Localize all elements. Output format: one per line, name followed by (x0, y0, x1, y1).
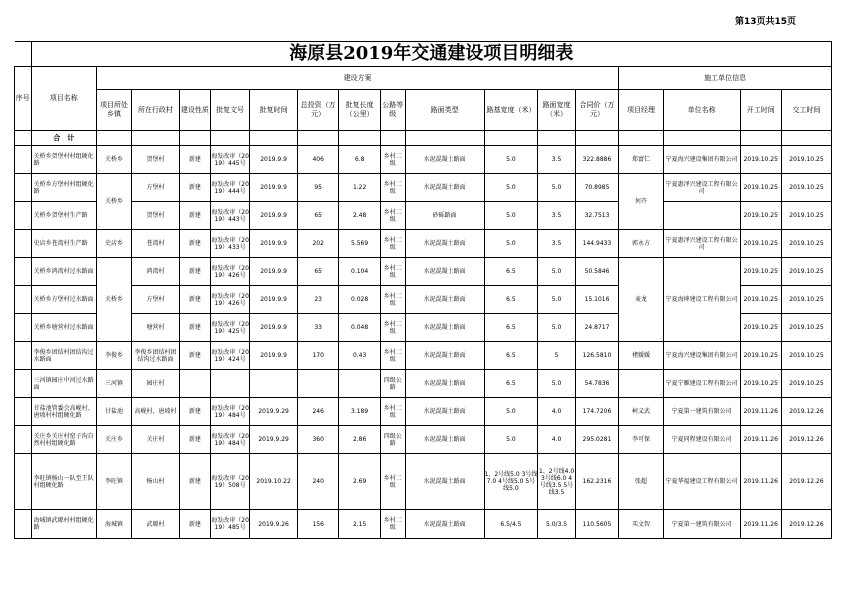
roadbed-width: 6.5 (484, 370, 538, 398)
cell (132, 131, 180, 146)
approval-time (250, 370, 298, 398)
nature: 新建 (179, 174, 210, 202)
pavement-width: 3.5 (538, 146, 575, 174)
project-name: 史店乡苍湾村生产路 (31, 230, 96, 258)
investment: 246 (297, 398, 338, 426)
finish-time: 2019.10.25 (781, 202, 831, 230)
pavement-width: 5 (538, 342, 575, 370)
project-name: 关庄乡关庄村窑子沟自然村村组硬化路 (31, 426, 96, 454)
start-time: 2019.10.25 (740, 258, 781, 286)
approval-time: 2019.9.9 (250, 258, 298, 286)
village: 高岘村、唐坡村 (132, 398, 180, 426)
investment: 33 (297, 314, 338, 342)
project-detail-table (14, 41, 832, 539)
finish-time: 2019.10.25 (781, 342, 831, 370)
roadbed-width: 5.0 (484, 174, 538, 202)
cell (15, 398, 32, 426)
start-time: 2019.10.25 (740, 342, 781, 370)
project-name: 海城镇武塬村村组硬化路 (31, 510, 96, 539)
length: 0.43 (339, 342, 380, 370)
project-name: 关桥乡鸿湾村过水路面 (31, 258, 96, 286)
manager: 张超 (619, 454, 664, 510)
header-construction-plan: 建设方案 (96, 67, 618, 90)
total-row (15, 131, 832, 146)
village: 塘营村 (132, 314, 180, 342)
roadbed-width: 6.5 (484, 314, 538, 342)
pavement-width: 5.0 (538, 370, 575, 398)
start-time: 2019.10.25 (740, 174, 781, 202)
finish-time: 2019.12.26 (781, 454, 831, 510)
township: 史店乡 (96, 230, 131, 258)
finish-time: 2019.10.25 (781, 286, 831, 314)
company: 宁夏华福建设工程有限公司 (663, 454, 740, 510)
company (663, 202, 740, 230)
cell (15, 131, 32, 146)
township: 李俊乡 (96, 342, 131, 370)
pavement-type: 水泥混凝土路面 (405, 510, 484, 539)
header-village: 所在行政村 (132, 90, 180, 131)
header-pavement-width: 路面宽度（米） (538, 90, 575, 131)
nature: 新建 (179, 510, 210, 539)
township: 甘盐池 (96, 398, 131, 426)
header-contractor-info: 施工单位信息 (619, 67, 832, 90)
roadbed-width: 6.5 (484, 258, 538, 286)
header-road-grade: 公路等级 (380, 90, 405, 131)
cell (484, 131, 538, 146)
nature: 新建 (179, 342, 210, 370)
roadbed-width: 6.5 (484, 286, 538, 314)
approval-time: 2019.9.9 (250, 146, 298, 174)
manager: 何卉 (619, 174, 664, 230)
project-name: 关桥乡贺堡村村组硬化路 (31, 146, 96, 174)
approval-no: 海发改审（2019）484号 (210, 398, 249, 426)
table-row (15, 454, 832, 510)
cell (15, 454, 32, 510)
header-nature: 建设性质 (179, 90, 210, 131)
start-time: 2019.10.25 (740, 146, 781, 174)
pavement-width: 4.0 (538, 398, 575, 426)
road-grade: 乡村二级 (380, 314, 405, 342)
pavement-type: 砂砾路面 (405, 202, 484, 230)
contract-price: 70.8985 (575, 174, 619, 202)
pavement-type: 水泥混凝土路面 (405, 454, 484, 510)
header-township: 项目所处乡镇 (96, 90, 131, 131)
start-time: 2019.11.26 (740, 510, 781, 539)
cell (663, 131, 740, 146)
cell (575, 131, 619, 146)
header-finish-time: 交工时间 (781, 90, 831, 131)
pavement-width: 5.0 (538, 174, 575, 202)
manager (619, 370, 664, 398)
road-grade: 乡村二级 (380, 202, 405, 230)
company: 宁夏海兴建设集团有限公司 (663, 342, 740, 370)
manager: 褚媛媛 (619, 342, 664, 370)
village: 方堡村 (132, 286, 180, 314)
start-time: 2019.11.26 (740, 426, 781, 454)
road-grade: 乡村二级 (380, 342, 405, 370)
company: 宁夏惠泽兴建设工程有限公司 (663, 174, 740, 202)
cell (538, 131, 575, 146)
pavement-width: 5.0/3.5 (538, 510, 575, 539)
nature: 新建 (179, 202, 210, 230)
cell (15, 202, 32, 230)
contract-price: 162.2316 (575, 454, 619, 510)
roadbed-width: 6.5 (484, 342, 538, 370)
nature: 新建 (179, 286, 210, 314)
nature: 新建 (179, 314, 210, 342)
cell (15, 258, 32, 286)
cell (96, 131, 131, 146)
table-row (15, 146, 832, 174)
approval-no: 海发改审（2019）425号 (210, 314, 249, 342)
cell (15, 174, 32, 202)
company: 宁夏同程建设有限公司 (663, 426, 740, 454)
length: 3.189 (339, 398, 380, 426)
investment: 406 (297, 146, 338, 174)
road-grade: 乡村二级 (380, 286, 405, 314)
contract-price: 15.1016 (575, 286, 619, 314)
company: 宁夏海坤建设工程有限公司 (663, 258, 740, 342)
pavement-width: 5.0 (538, 314, 575, 342)
road-grade: 四级公路 (380, 426, 405, 454)
project-name: 关桥乡塘营村过水路面 (31, 314, 96, 342)
nature: 新建 (179, 258, 210, 286)
investment: 156 (297, 510, 338, 539)
pavement-type: 水泥混凝土路面 (405, 398, 484, 426)
finish-time: 2019.10.25 (781, 258, 831, 286)
investment: 360 (297, 426, 338, 454)
pavement-type: 水泥混凝土路面 (405, 258, 484, 286)
approval-no: 海发改审（2019）444号 (210, 174, 249, 202)
nature: 新建 (179, 426, 210, 454)
manager: 李可保 (619, 426, 664, 454)
start-time: 2019.11.26 (740, 454, 781, 510)
approval-time: 2019.9.9 (250, 314, 298, 342)
table-row (15, 510, 832, 539)
project-name: 关桥乡贺堡村生产路 (31, 202, 96, 230)
approval-time: 2019.9.29 (250, 426, 298, 454)
company: 宁夏第一建筑有限公司 (663, 398, 740, 426)
roadbed-width: 5.0 (484, 230, 538, 258)
contract-price: 24.8717 (575, 314, 619, 342)
contract-price: 110.5605 (575, 510, 619, 539)
cell (380, 131, 405, 146)
manager: 麦龙 (619, 258, 664, 342)
start-time: 2019.10.25 (740, 314, 781, 342)
village: 鸿湾村 (132, 258, 180, 286)
investment: 170 (297, 342, 338, 370)
header-length: 批复长度（公里） (339, 90, 380, 131)
approval-no: 海发改审（2019）433号 (210, 230, 249, 258)
approval-time: 2019.9.9 (250, 174, 298, 202)
finish-time: 2019.12.26 (781, 426, 831, 454)
table-row (15, 230, 832, 258)
road-grade: 乡村二级 (380, 230, 405, 258)
company: 宁夏宁雁建设工程有限公司 (663, 370, 740, 398)
project-name: 李旺镇杨山一队至王队村组硬化路 (31, 454, 96, 510)
project-name: 关桥乡方堡村过水路面 (31, 286, 96, 314)
contract-price: 144.9433 (575, 230, 619, 258)
approval-no: 海发改审（2019）426号 (210, 286, 249, 314)
finish-time: 2019.10.25 (781, 314, 831, 342)
township: 关桥乡 (96, 146, 131, 174)
finish-time: 2019.12.26 (781, 510, 831, 539)
pavement-type: 水泥混凝土路面 (405, 426, 484, 454)
approval-no: 海发改审（2019）508号 (210, 454, 249, 510)
length: 2.15 (339, 510, 380, 539)
finish-time: 2019.10.25 (781, 230, 831, 258)
title-spacer-left (15, 42, 32, 67)
length: 2.69 (339, 454, 380, 510)
start-time: 2019.11.26 (740, 398, 781, 426)
contract-price: 174.7206 (575, 398, 619, 426)
village: 关庄村 (132, 426, 180, 454)
contract-price: 322.8886 (575, 146, 619, 174)
project-name: 甘盐池管委会高岘村、唐坡村村组硬化路 (31, 398, 96, 426)
length: 6.8 (339, 146, 380, 174)
village: 苍湾村 (132, 230, 180, 258)
roadbed-width: 5.0 (484, 146, 538, 174)
pavement-width: 1、2号线4.0 3号线6.0 4号线3.5 5号线3.5 (538, 454, 575, 510)
contract-price: 54.7836 (575, 370, 619, 398)
header-contract-price: 合同价（万元） (575, 90, 619, 131)
nature: 新建 (179, 146, 210, 174)
table-row (15, 426, 832, 454)
finish-time: 2019.12.26 (781, 398, 831, 426)
approval-time: 2019.9.9 (250, 286, 298, 314)
contract-price: 295.0281 (575, 426, 619, 454)
road-grade: 乡村二级 (380, 258, 405, 286)
township: 关庄乡 (96, 426, 131, 454)
finish-time: 2019.10.25 (781, 370, 831, 398)
investment: 65 (297, 202, 338, 230)
township: 海城镇 (96, 510, 131, 539)
company: 宁夏惠泽兴建设工程有限公司 (663, 230, 740, 258)
length: 2.48 (339, 202, 380, 230)
cell (15, 510, 32, 539)
manager: 郭永方 (619, 230, 664, 258)
nature: 新建 (179, 230, 210, 258)
table-row (15, 202, 832, 230)
approval-time: 2019.9.29 (250, 398, 298, 426)
approval-no: 海发改审（2019）426号 (210, 258, 249, 286)
cell (297, 131, 338, 146)
pavement-type: 水泥混凝土路面 (405, 314, 484, 342)
approval-no: 海发改审（2019）445号 (210, 146, 249, 174)
village: 方堡村 (132, 174, 180, 202)
cell (15, 146, 32, 174)
cell (740, 131, 781, 146)
road-grade: 乡村二级 (380, 454, 405, 510)
cell (15, 286, 32, 314)
length: 0.048 (339, 314, 380, 342)
table-title: 海原县2019年交通建设项目明细表 (31, 42, 831, 67)
approval-time: 2019.9.9 (250, 202, 298, 230)
page-number: 第13页共15页 (735, 17, 797, 27)
cell (15, 426, 32, 454)
investment: 95 (297, 174, 338, 202)
investment: 240 (297, 454, 338, 510)
pavement-width: 5.0 (538, 286, 575, 314)
length: 2.86 (339, 426, 380, 454)
approval-no (210, 370, 249, 398)
table-row (15, 342, 832, 370)
table-row (15, 398, 832, 426)
township: 关桥乡 (96, 258, 131, 342)
company: 宁夏海兴建设集团有限公司 (663, 146, 740, 174)
start-time: 2019.10.25 (740, 202, 781, 230)
cell (15, 230, 32, 258)
header-company: 单位名称 (663, 90, 740, 131)
manager: 柯义武 (619, 398, 664, 426)
nature (179, 370, 210, 398)
manager: 郑富仁 (619, 146, 664, 174)
pavement-type: 水泥混凝土路面 (405, 174, 484, 202)
pavement-type: 水泥混凝土路面 (405, 342, 484, 370)
cell (339, 131, 380, 146)
investment (297, 370, 338, 398)
cell (179, 131, 210, 146)
header-manager: 项目经理 (619, 90, 664, 131)
roadbed-width: 5.0 (484, 398, 538, 426)
company: 宁夏第一建筑有限公司 (663, 510, 740, 539)
header-investment: 总投资（万元） (297, 90, 338, 131)
investment: 202 (297, 230, 338, 258)
roadbed-width: 1、2号线5.0 3号线7.0 4号线5.0 5号线5.0 (484, 454, 538, 510)
road-grade: 乡村二级 (380, 510, 405, 539)
approval-time: 2019.9.26 (250, 510, 298, 539)
cell (15, 314, 32, 342)
township: 三河镇 (96, 370, 131, 398)
length: 0.104 (339, 258, 380, 286)
pavement-type: 水泥混凝土路面 (405, 286, 484, 314)
header-roadbed-width: 路基宽度（米） (484, 90, 538, 131)
table-row (15, 258, 832, 286)
cell (15, 342, 32, 370)
finish-time: 2019.10.25 (781, 146, 831, 174)
table-row (15, 174, 832, 202)
roadbed-width: 6.5/4.5 (484, 510, 538, 539)
total-label: 合 计 (31, 131, 96, 146)
village: 杨山村 (132, 454, 180, 510)
length: 1.22 (339, 174, 380, 202)
header-index: 序号 (15, 67, 32, 131)
cell (619, 131, 664, 146)
finish-time: 2019.10.25 (781, 174, 831, 202)
investment: 65 (297, 258, 338, 286)
pavement-width: 4.0 (538, 426, 575, 454)
roadbed-width: 5.0 (484, 202, 538, 230)
road-grade: 四级公路 (380, 370, 405, 398)
approval-time: 2019.9.9 (250, 230, 298, 258)
cell (405, 131, 484, 146)
manager: 买文智 (619, 510, 664, 539)
project-name: 三河镇园庄中河过水路面 (31, 370, 96, 398)
pavement-width: 5.0 (538, 258, 575, 286)
nature: 新建 (179, 454, 210, 510)
roadbed-width: 5.0 (484, 426, 538, 454)
village: 贺堡村 (132, 202, 180, 230)
approval-no: 海发改审（2019）484号 (210, 426, 249, 454)
cell (15, 370, 32, 398)
cell (210, 131, 249, 146)
pavement-width: 3.5 (538, 230, 575, 258)
table-row (15, 370, 832, 398)
length: 0.028 (339, 286, 380, 314)
approval-no: 海发改审（2019）424号 (210, 342, 249, 370)
length: 5.569 (339, 230, 380, 258)
village: 李俊乡团结村团结沟过水路面 (132, 342, 180, 370)
approval-no: 海发改审（2019）443号 (210, 202, 249, 230)
project-name: 李俊乡团结村团结沟过水路面 (31, 342, 96, 370)
township: 李旺镇 (96, 454, 131, 510)
start-time: 2019.10.25 (740, 370, 781, 398)
contract-price: 32.7513 (575, 202, 619, 230)
contract-price: 50.5846 (575, 258, 619, 286)
investment: 23 (297, 286, 338, 314)
pavement-type: 水泥混凝土路面 (405, 146, 484, 174)
township: 关桥乡 (96, 174, 131, 230)
header-project-name: 项目名称 (31, 67, 96, 131)
approval-time: 2019.9.9 (250, 342, 298, 370)
road-grade: 乡村二级 (380, 174, 405, 202)
village: 武塬村 (132, 510, 180, 539)
cell (781, 131, 831, 146)
pavement-width: 3.5 (538, 202, 575, 230)
pavement-type: 水泥混凝土路面 (405, 370, 484, 398)
village: 园庄村 (132, 370, 180, 398)
approval-no: 海发改审（2019）485号 (210, 510, 249, 539)
pavement-type: 水泥混凝土路面 (405, 230, 484, 258)
header-start-time: 开工时间 (740, 90, 781, 131)
nature: 新建 (179, 398, 210, 426)
cell (250, 131, 298, 146)
start-time: 2019.10.25 (740, 230, 781, 258)
contract-price: 126.5810 (575, 342, 619, 370)
approval-time: 2019.10.22 (250, 454, 298, 510)
project-name: 关桥乡方堡村村组硬化路 (31, 174, 96, 202)
road-grade: 乡村二级 (380, 146, 405, 174)
header-approval-time: 批复时间 (250, 90, 298, 131)
start-time: 2019.10.25 (740, 286, 781, 314)
length (339, 370, 380, 398)
header-approval-no: 批复文号 (210, 90, 249, 131)
village: 贺堡村 (132, 146, 180, 174)
road-grade: 乡村二级 (380, 398, 405, 426)
header-pavement-type: 路面类型 (405, 90, 484, 131)
